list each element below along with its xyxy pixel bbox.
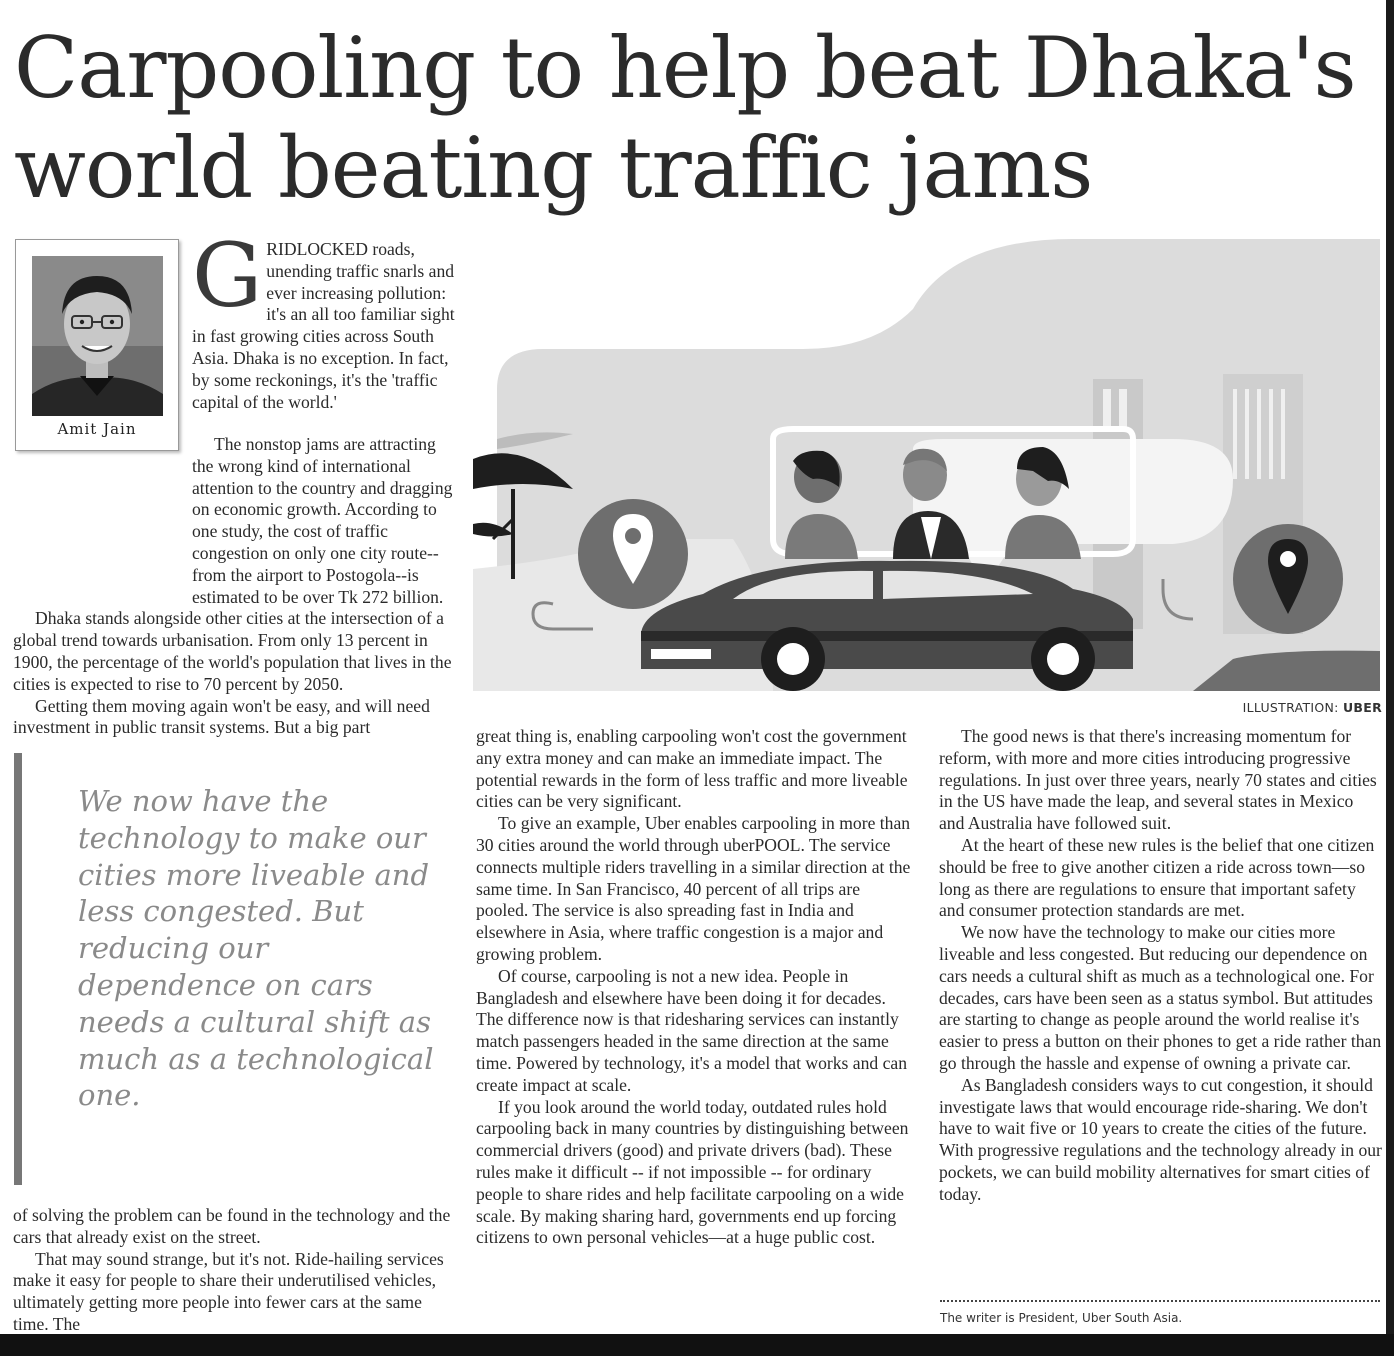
- caption-source: UBER: [1342, 700, 1382, 715]
- car-illustration: [473, 239, 1380, 691]
- paragraph: That may sound strange, but it's not. Ride-hailing services make it easy for people to share their underutilised vehicles, ultimately getting more people into fewer cars at the same time. The: [13, 1248, 444, 1334]
- paragraph: The good news is that there's increasing momentum for reform, with more and more cities introducing progressive regulations. In just over three years, nearly 70 states and cities in the US have made the leap, and several states in Mexico and Australia have followed suit.: [939, 726, 1377, 834]
- page-edge: [1386, 0, 1394, 1356]
- left-column: [13, 434, 456, 739]
- paragraph: of solving the problem can be found in the technology and the cars that already exist on the street.: [13, 1205, 451, 1247]
- paragraph: great thing is, enabling carpooling won't cost the government any extra money and can make an immediate impact. The potential rewards in the form of less traffic and more liveable cities can be very significant.: [476, 726, 908, 812]
- location-pin-icon: [1233, 524, 1343, 634]
- paragraph: The nonstop jams are attracting the wrong kind of international attention to the country and dragging on economic growth. According to one study, the cost of traffic congestion on only one city route--from the airport to Postogola--is estimated to be over Tk 272 billion.: [192, 434, 453, 607]
- lead-paragraph: [192, 224, 456, 413]
- paragraph: Dhaka stands alongside other cities at the intersection of a global trend towards urbanisation. From only 13 percent in 1900, the percentage of the world's population that lives in the cities is expected to rise to 70 percent by 2050.: [13, 608, 452, 694]
- author-name: Amit Jain: [57, 420, 137, 438]
- pull-quote-text: We now have the technology to make our cities more liveable and less congested. But reducing our dependence on cars needs a cultural shift as much as a technological one.: [78, 784, 434, 1113]
- writer-note: The writer is President, Uber South Asia.: [940, 1311, 1183, 1325]
- paragraph: Getting them moving again won't be easy, and will need investment in public transit systems. But a big part: [13, 695, 430, 738]
- paragraph: At the heart of these new rules is the belief that one citizen should be free to give another citizen a ride across town—so long as there are regulations to ensure that important safety and consumer protection standards are met.: [939, 834, 1375, 921]
- left-column-bottom: [13, 1205, 456, 1336]
- lead-text: RIDLOCKED roads, unending traffic snarls and ever increasing pollution: it's an all too familiar sight in fast growing cities across South Asia. Dhaka is no exception. In fact, by some reckonings, it's the 'traffic capital of the world.': [192, 239, 455, 412]
- pull-quote-bar: [14, 753, 22, 1185]
- location-pin-icon: [578, 499, 688, 609]
- paragraph: Of course, carpooling is not a new idea. People in Bangladesh and elsewhere have been doing it for decades. The difference now is that ridesharing services can instantly match passengers headed in the same direction at the same time. Powered by technology, it's a model that works and can create impact at scale.: [476, 965, 908, 1095]
- lead-column: [192, 224, 456, 413]
- page-bottom-edge: [0, 1334, 1394, 1356]
- author-box: [15, 239, 179, 451]
- right-column: [939, 726, 1382, 1206]
- illustration-caption: [1150, 700, 1382, 715]
- dropcap: G: [192, 224, 263, 327]
- divider: [940, 1300, 1380, 1302]
- headline: Carpooling to help beat Dhaka's world beating traffic jams: [14, 19, 1356, 217]
- paragraph: We now have the technology to make our cities more liveable and less congested. But reducing our dependence on cars needs a cultural shift as much as a technological one. For decades, cars have been seen as a status symbol. But attitudes are starting to change as people around the world realise it's easier to press a button on their phones to get a ride rather than go through the hassle and expense of owning a private car.: [939, 922, 1382, 1073]
- paragraph: To give an example, Uber enables carpooling in more than 30 cities around the world through uberPOOL. The service connects multiple riders travelling in a similar direction at the same time. In San Francisco, 40 percent of all trips are pooled. The service is also spreading fast in India and elsewhere in Asia, where traffic congestion is a major and growing problem.: [476, 813, 911, 964]
- author-portrait: [32, 256, 163, 416]
- paragraph: As Bangladesh considers ways to cut congestion, it should investigate laws that would encourage ride-sharing. We don't have to wait five or 10 years to create the cities of the future. With progressive regulations and the technology already in our pockets, we can build mobility alternatives for smart cities of today.: [939, 1074, 1382, 1204]
- paragraph: If you look around the world today, outdated rules hold carpooling back in many countries by distinguishing between commercial drivers (good) and private drivers (bad). These rules make it difficult -- if not impossible -- for ordinary people to share rides and help facilitate carpooling on a wide scale. By making sharing hard, governments end up forcing citizens to own personal vehicles—at a huge public cost.: [476, 1096, 909, 1248]
- pull-quote: [14, 753, 454, 1185]
- middle-column: [476, 726, 916, 1249]
- caption-prefix: ILLUSTRATION:: [1242, 700, 1339, 715]
